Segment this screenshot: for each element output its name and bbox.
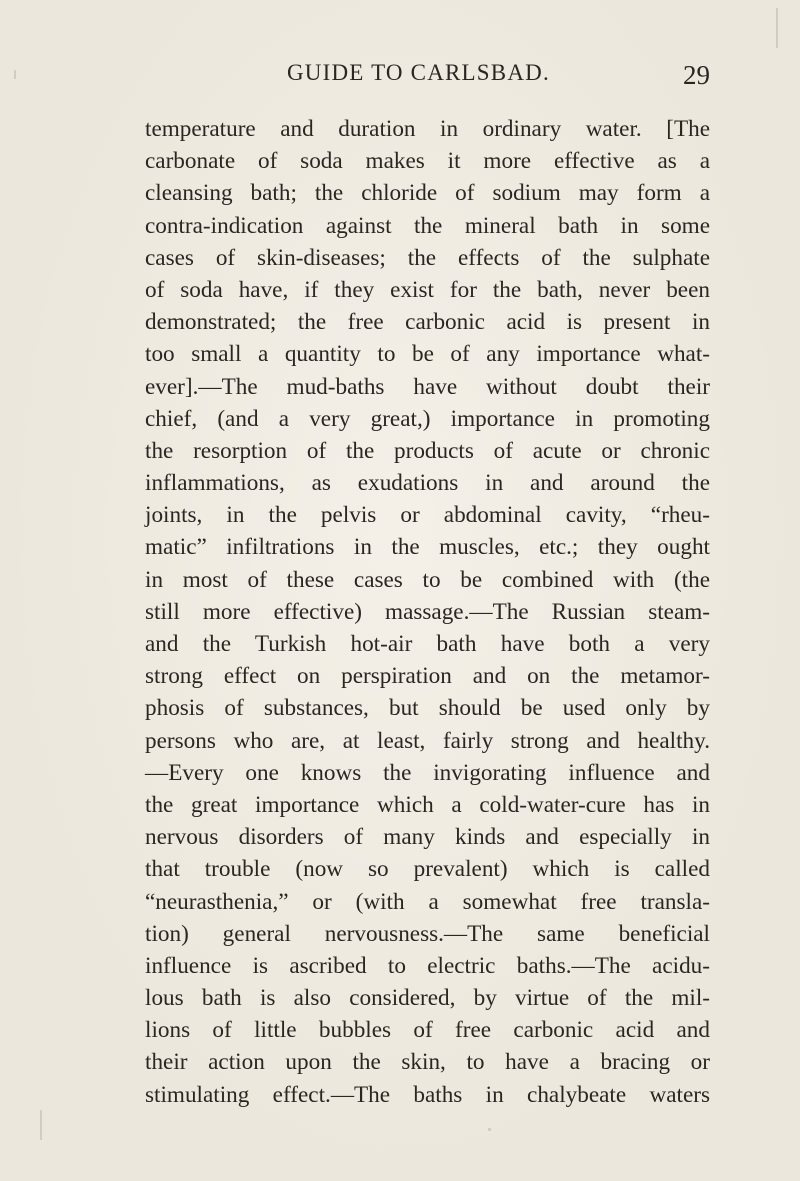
text-line: ever].—The mud-baths have without doubt their [145,373,710,400]
text-line: lous bath is also considered, by virtue of the mil- [145,985,710,1012]
text-line: tion) general nervousness.—The same beneficial [145,920,710,947]
text-line: persons who are, at least, fairly strong and healthy. [145,727,710,754]
text-line: cases of skin-diseases; the effects of the sulphate [145,244,710,271]
running-title: GUIDE TO CARLSBAD. [287,60,550,85]
text-line: contra-indication against the mineral bath in some [145,212,710,239]
paper-speck [14,70,16,79]
text-line: too small a quantity to be of any importance what- [145,341,710,368]
text-line: that trouble (now so prevalent) which is called [145,856,710,883]
paper-speck [40,1110,42,1140]
text-line: and the Turkish hot-air bath have both a very [145,631,710,657]
text-line: nervous disorders of many kinds and especially in [145,824,710,851]
text-line: their action upon the skin, to have a bracing or [145,1049,710,1076]
text-line: carbonate of soda makes it more effective as a [145,148,710,175]
text-line: “neurasthenia,” or (with a somewhat free transla- [145,888,710,915]
text-line: the resorption of the products of acute or chronic [145,437,710,464]
text-line: inflammations, as exudations in and around the [145,470,710,497]
text-line: still more effective) massage.—The Russian steam- [145,598,710,625]
paper-speck [776,8,778,48]
text-line: the great importance which a cold-water-cure has in [145,791,710,818]
text-line: in most of these cases to be combined with (the [145,566,710,593]
text-line: cleansing bath; the chloride of sodium may form a [145,180,710,207]
text-line: demonstrated; the free carbonic acid is present in [145,309,710,336]
text-line: influence is ascribed to electric baths.—The acidu- [145,952,710,979]
text-line: —Every one knows the invigorating influence and [145,759,710,786]
text-line: stimulating effect.—The baths in chalybeate waters [145,1081,710,1108]
text-line: joints, in the pelvis or abdominal cavity, “rheu- [145,502,710,529]
body-text [145,113,710,1111]
page-number: 29 [683,60,710,90]
text-line: chief, (and a very great,) importance in promoting [145,405,710,432]
paper-speck [488,1128,491,1131]
text-line: phosis of substances, but should be used only by [145,695,710,722]
text-line: of soda have, if they exist for the bath, never been [145,276,710,303]
text-line: strong effect on perspiration and on the metamor- [145,663,710,690]
text-line: lions of little bubbles of free carbonic acid and [145,1017,710,1044]
running-head [145,58,710,94]
text-line: temperature and duration in ordinary water. [The [145,116,710,142]
text-line: matic” infiltrations in the muscles, etc.; they ought [145,534,710,561]
